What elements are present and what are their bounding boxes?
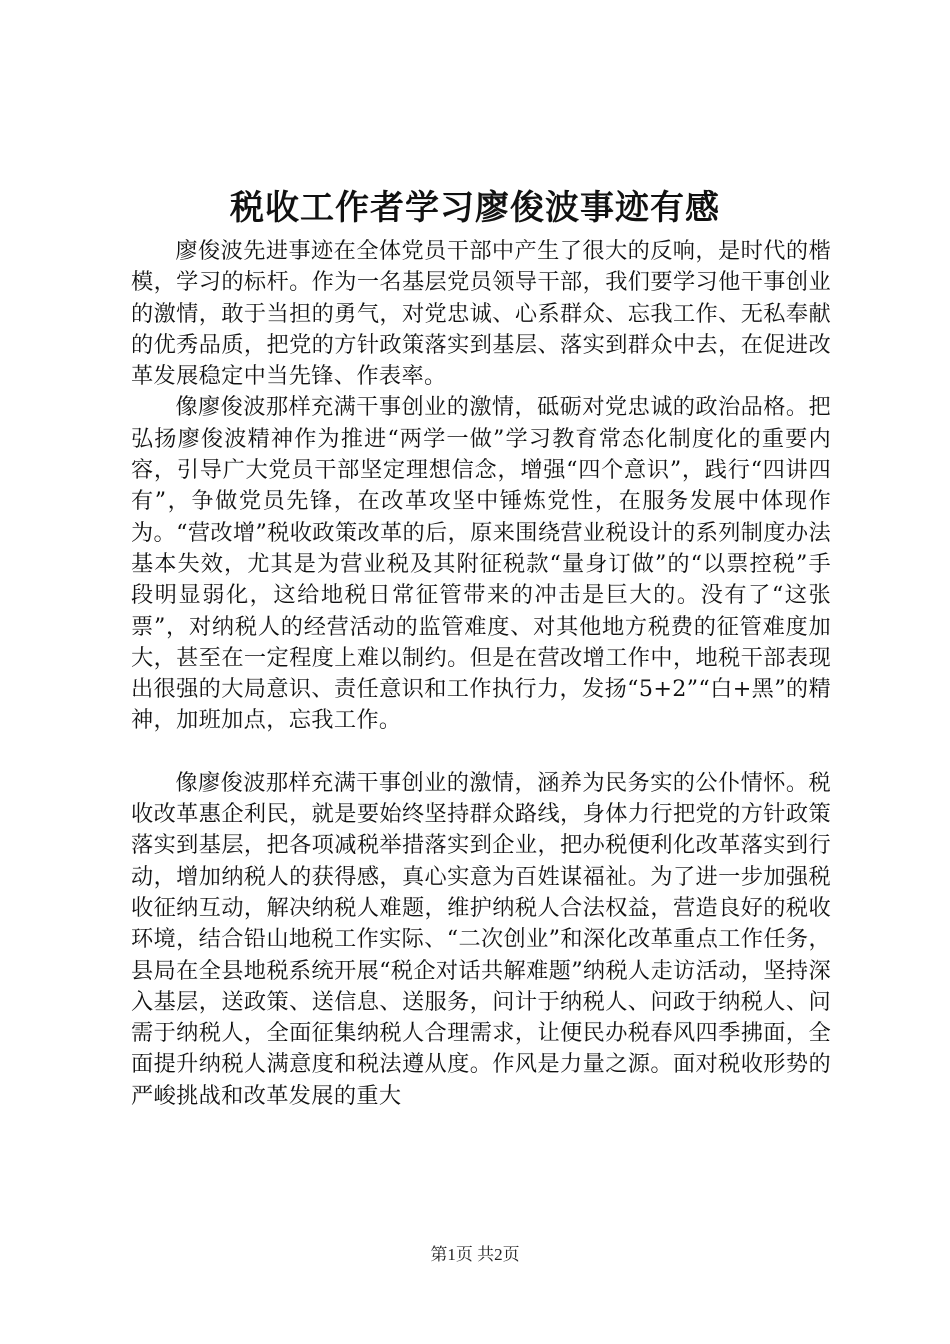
document-title: 税收工作者学习廖俊波事迹有感 [230, 188, 720, 228]
paragraph-2: 像廖俊波那样充满干事创业的激情，砥砺对党忠诚的政治品格。把弘扬廖俊波精神作为推进“两学一做”学习教育常态化制度化的重要内容，引导广大党员干部坚定理想信念，增强“四个意识”，践行“四讲四有”，争做党员先锋，在改革攻坚中锤炼党性，在服务发展中体现作为。“营改增”税收政策改革的后，原来围绕营业税设计的系列制度办法基本失效，尤其是为营业税及其附征税款“量身订做”的“以票控税”手段明显弱化，这给地税日常征管带来的冲击是巨大的。没有了“这张票”，对纳税人的经营活动的监管难度、对其他地方税费的征管难度加大，甚至在一定程度上难以制约。但是在营改增工作中，地税干部表现出很强的大局意识、责任意识和工作执行力，发扬“5+2”“白+黑”的精神，加班加点，忘我工作。 [131, 394, 831, 734]
paragraph-spacer [131, 737, 831, 768]
paragraph-1: 廖俊波先进事迹在全体党员干部中产生了很大的反响，是时代的楷模，学习的标杆。作为一名基层党员领导干部，我们要学习他干事创业的激情，敢于当担的勇气，对党忠诚、心系群众、忘我工作、无私奉献的优秀品质，把党的方针政策落实到基层、落实到群众中去，在促进改革发展稳定中当先锋、作表率。 [131, 238, 831, 390]
paragraph-3: 像廖俊波那样充满干事创业的激情，涵养为民务实的公仆情怀。税收改革惠企利民，就是要始终坚持群众路线，身体力行把党的方针政策落实到基层，把各项减税举措落实到企业，把办税便利化改革落实到行动，增加纳税人的获得感，真心实意为百姓谋福祉。为了进一步加强税收征纳互动，解决纳税人难题，维护纳税人合法权益，营造良好的税收环境，结合铅山地税工作实际、“二次创业”和深化改革重点工作任务，县局在全县地税系统开展“税企对话共解难题”纳税人走访活动，坚持深入基层，送政策、送信息、送服务，问计于纳税人、问政于纳税人、问需于纳税人，全面征集纳税人合理需求，让便民办税春风四季拂面，全面提升纳税人满意度和税法遵从度。作风是力量之源。面对税收形势的严峻挑战和改革发展的重大 [131, 769, 831, 1109]
page-footer: 第1页 共2页 [430, 1245, 520, 1264]
document-body [131, 236, 831, 1112]
